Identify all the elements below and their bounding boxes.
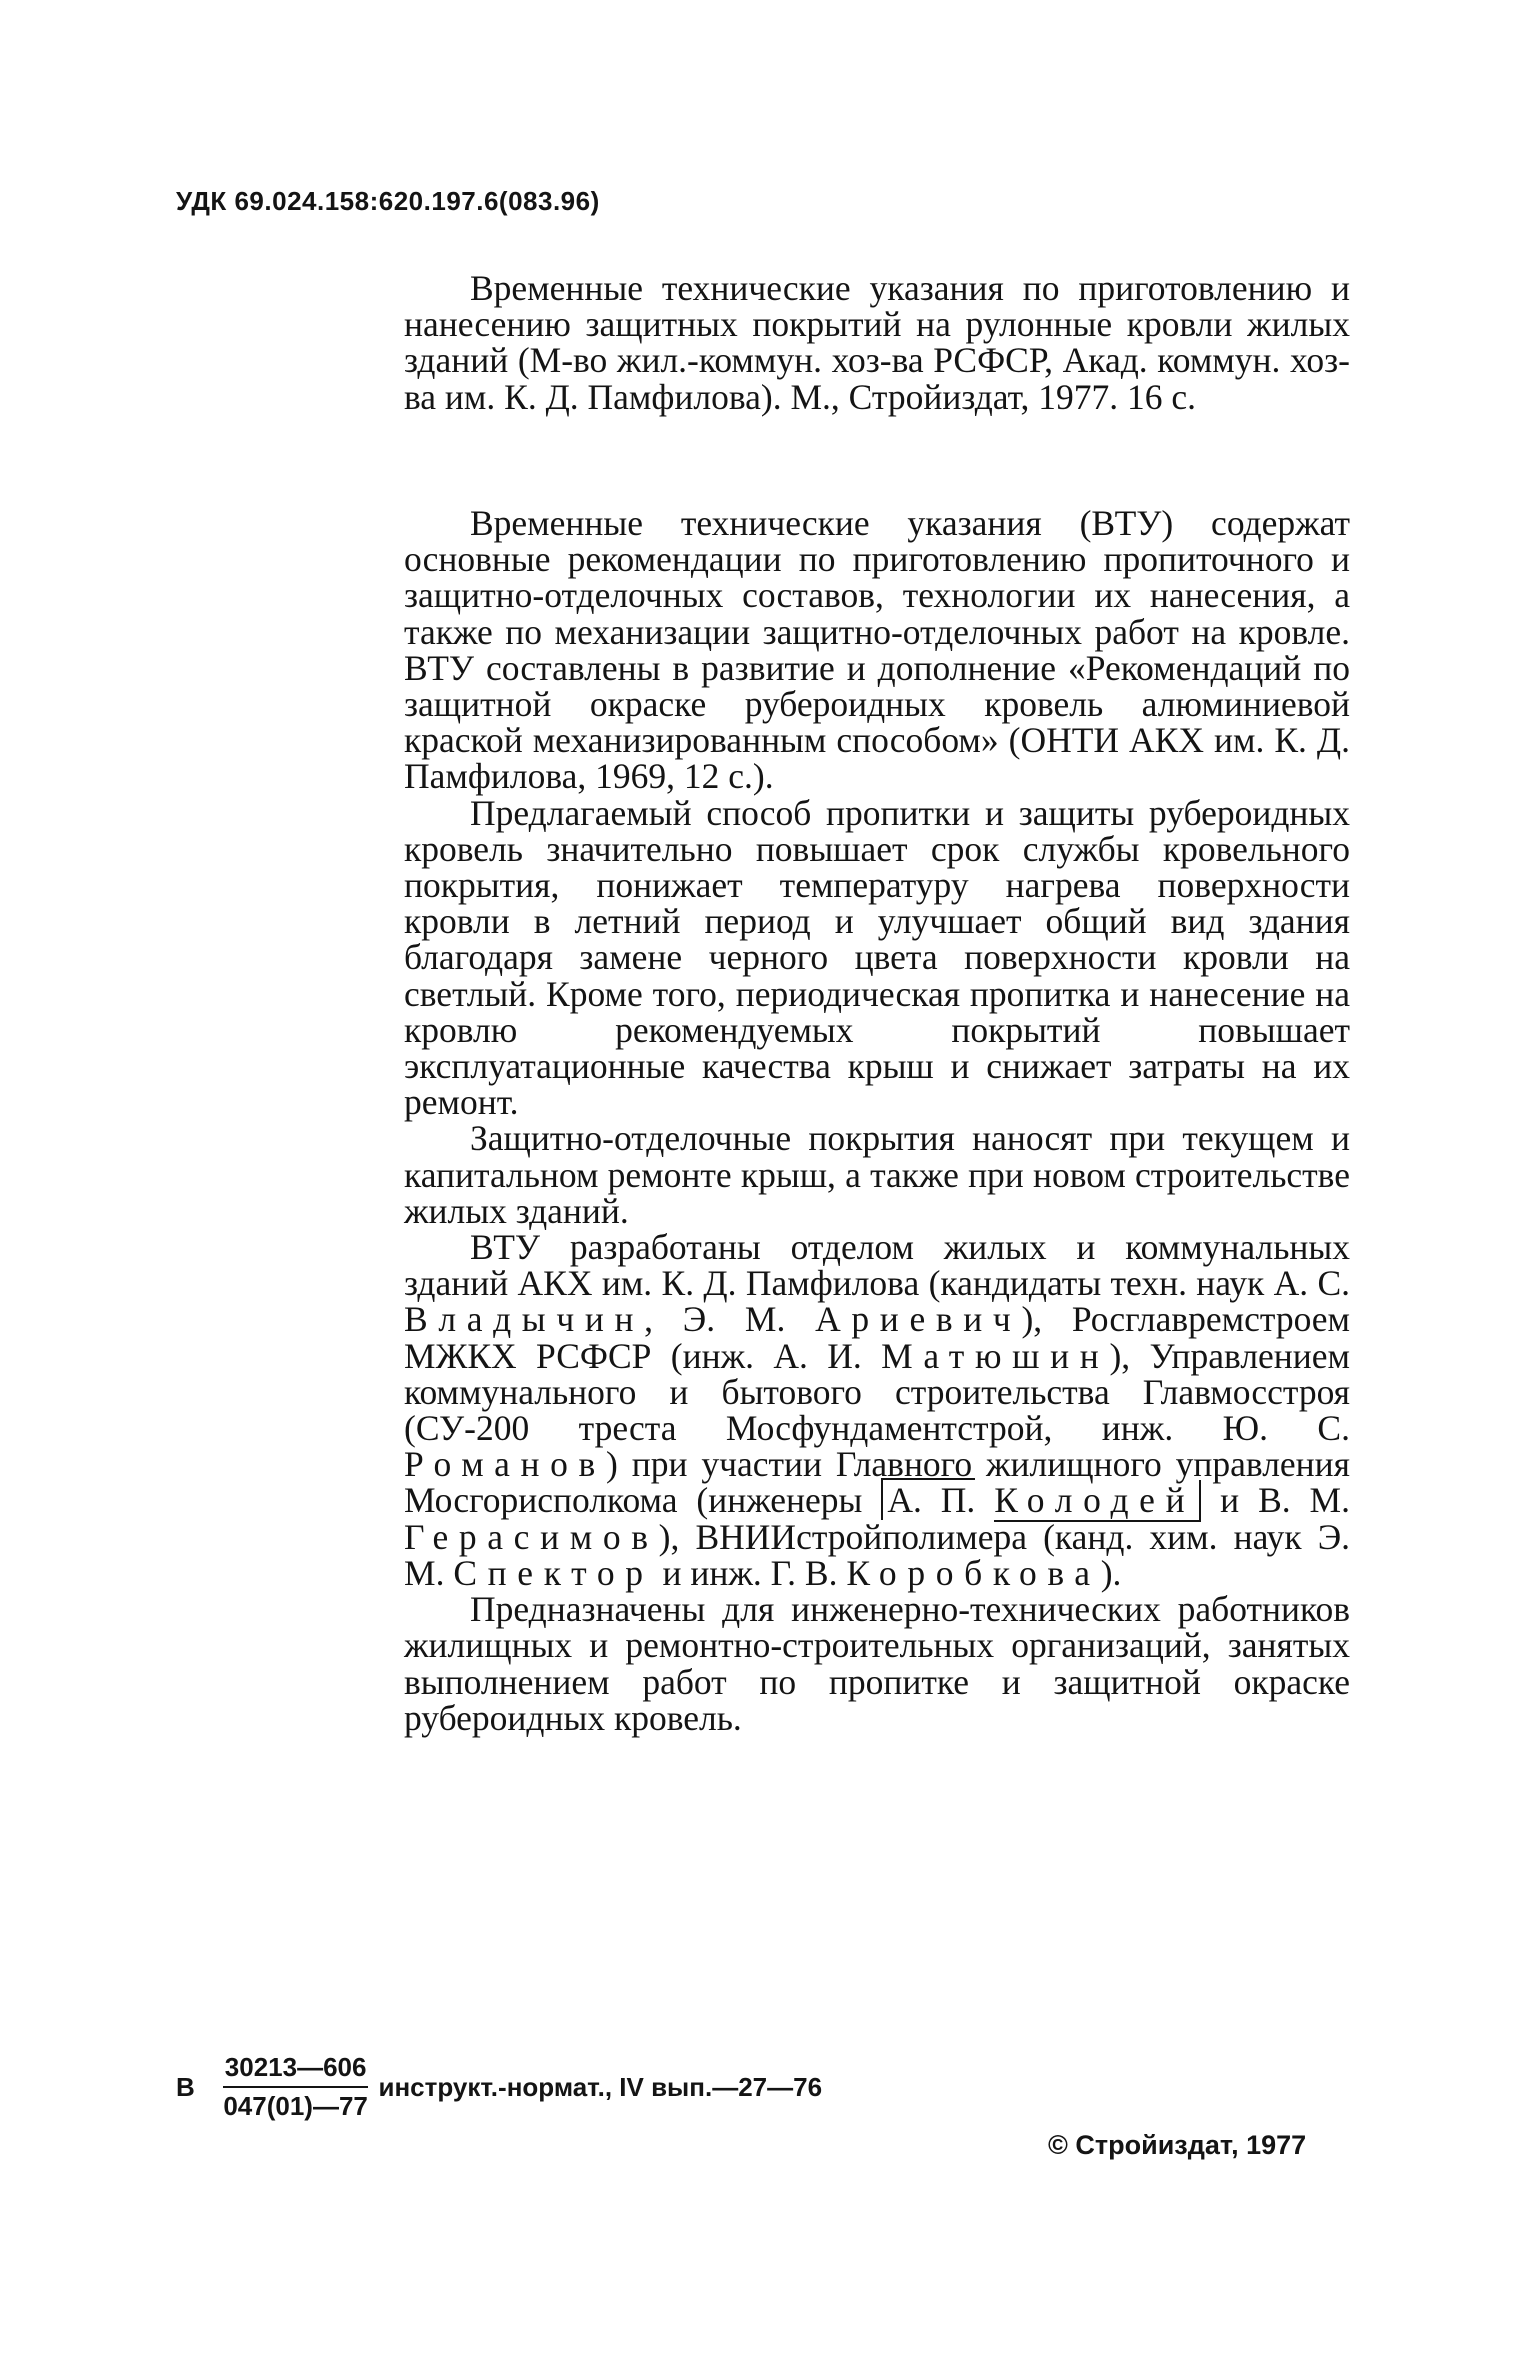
authors-text: ВТУ разработаны отделом жилых и коммунальных зданий АКХ им. К. Д. Памфилова (кандидаты техн. наук А. С. — [404, 1227, 1350, 1304]
authors-text: ). — [1100, 1552, 1122, 1593]
authors-text: ), Управлением коммунального и бытового строительства Главмосстроя (СУ-200 треста Мосфундаментстрой, инж. Ю. С. — [404, 1335, 1351, 1449]
abstract-paragraph-2: Предлагаемый способ пропитки и защиты рубероидных кровель значительно повышает срок службы кровельного покрытия, понижает температуру нагрева поверхности кровли в летний период и улучшает общий вид здания благодаря замене черного цвета поверхности кровли на светлый. Кроме того, периодическая пропитка и нанесение на кровлю рекомендуемых покрытий повышает эксплуатационные качества крыш и снижает затраты на их ремонт. — [404, 792, 1350, 1123]
index-description: инструкт.-нормат., IV вып.—27—76 — [378, 2071, 823, 2102]
bibliographic-description: Временные технические указания по приготовлению и нанесению защитных покрытий на рулонные кровли жилых зданий (М-во жил.-коммун. хоз-ва РСФСР, Акад. коммун. хоз-ва им. К. Д. Памфилова). М., Стройиздат, 1977. 16 с. — [404, 268, 1350, 417]
authors-text: и инж. Г. В. — [662, 1552, 838, 1593]
author-name: Владычин — [404, 1299, 645, 1340]
author-name: Герасимов — [404, 1516, 659, 1557]
publication-index — [176, 2052, 822, 2122]
index-fraction — [223, 2052, 369, 2122]
udk-code: УДК 69.024.158:620.197.6(083.96) — [176, 186, 600, 216]
authors-text: , Э. М. — [644, 1299, 786, 1340]
author-name: Романов — [404, 1444, 606, 1485]
authors-text: ), Росглавремстроем МЖКХ РСФСР (инж. А. И. — [404, 1299, 1350, 1376]
authors-text: ), ВНИИстройполимера (канд. хим. наук Э. М. — [404, 1516, 1350, 1593]
authors-text: и В. М. — [1220, 1480, 1350, 1521]
index-numerator: 30213—606 — [223, 2052, 369, 2088]
abstract-paragraph-5: Предназначены для инженерно-технических работников жилищных и ремонтно-строительных организаций, занятых выполнением работ по пропитке и защитной окраске рубероидных кровель. — [404, 1589, 1350, 1738]
author-name: Ариевич — [815, 1299, 1022, 1340]
abstract-paragraph-3: Защитно-отделочные покрытия наносят при текущем и капитальном ремонте крыш, а также при новом строительстве жилых зданий. — [404, 1118, 1350, 1231]
framed-author-initials: А. П. — [881, 1478, 975, 1520]
abstract — [404, 505, 1350, 1736]
authors-text: ) при участии Главного жилищного управления Мосгорисполкома (инженеры — [404, 1444, 1350, 1521]
index-letter: В — [176, 2071, 195, 2102]
author-name: Матюшин — [881, 1335, 1110, 1376]
framed-author-name: Колодей — [994, 1480, 1201, 1522]
author-name: Коробкова — [846, 1552, 1101, 1593]
bibliographic-description-block — [404, 270, 1350, 415]
copyright: © Стройиздат, 1977 — [1048, 2130, 1307, 2160]
index-denominator: 047(01)—77 — [223, 2091, 368, 2121]
abstract-paragraph-4 — [404, 1229, 1350, 1591]
abstract-paragraph-1: Временные технические указания (ВТУ) содержат основные рекомендации по приготовлению пропиточного и защитно-отделочных составов, технологии их нанесения, а также по механизации защитно-отделочных работ на кровле. ВТУ составлены в развитие и дополнение «Рекомендаций по защитной окраске рубероидных кровель алюминиевой краской механизированным способом» (ОНТИ АКХ им. К. Д. Памфилова, 1969, 12 с.). — [404, 503, 1350, 797]
author-name: Спектор — [453, 1552, 654, 1593]
